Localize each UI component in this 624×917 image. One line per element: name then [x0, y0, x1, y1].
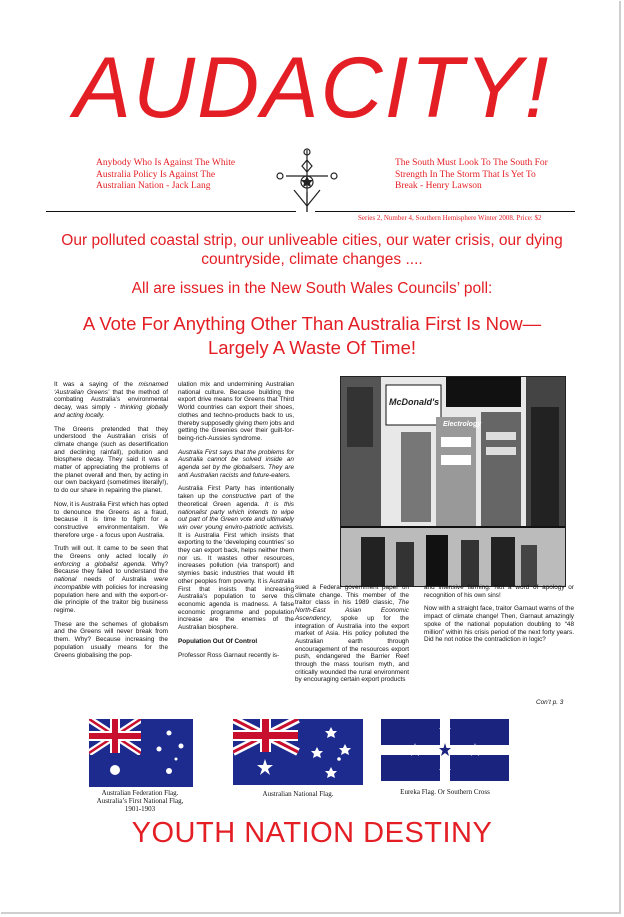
article-column-3	[295, 584, 409, 690]
emblem-icon	[272, 146, 342, 216]
article-paragraph: Australia First says that the problems for Australia cannot be solved inside an agenda set by the globalisers. They are anti Australian racists and future-eaters.	[178, 448, 294, 479]
quote-henry-lawson: The South Must Look To The South For Strength In The Storm That Is Yet To Break - Henry Lawson	[395, 158, 548, 191]
article-paragraph: Now with a straight face, traitor Garnaut warns of the impact of climate change! Then, Garnaut amazingly spoke of the national population doubling to “48 million” within his crisis period of the next forty years. Did he not notice the contradiction in logic?	[424, 605, 574, 644]
article-paragraph: Australia First Party has intentionally taken up the constructive part of the theoretical Green agenda. It is this nationalist party which intends to wipe out part of the Green vote and ultimately win over young enviro-patriotic activists. It is Australia First which insists that exporting to the ‘developing countries’ so they can export back, helps neither them nor us. It wastes other resources, increases pollution (via transport) and stymies basic industries that would lift other peoples from poverty. It is Australia First that insists that increasing Australia’s population to serve this economic agenda is madness. A false economic programme and population increase are the enemies of the Australian biosphere.	[178, 485, 294, 632]
footer-slogan: YOUTH NATION DESTINY	[131, 817, 493, 849]
photo-illustration	[341, 377, 565, 586]
lead-line-2: All are issues in the New South Wales Councils’ poll:	[131, 280, 493, 297]
masthead-title: AUDACITY!	[73, 40, 551, 136]
photo-sign-mcdonalds: McDonald's	[389, 397, 440, 407]
article-column-4	[424, 584, 574, 650]
eureka-flag-icon	[381, 719, 509, 781]
article-paragraph: The Greens pretended that they understood the Australian crisis of climate change (such as desertification and declining rainfall), pollution and biosphere decay. They said it was a matter of appreciating the problems of the planet overall and then, by acting in our own backyard (sometimes literally!), to do our share in repairing the planet.	[54, 425, 168, 495]
header-rule-left	[46, 211, 296, 212]
lead-headline: A Vote For Anything Other Than Australia First Is Now—Largely A Waste Of Time!	[82, 313, 542, 358]
article-paragraph: sued a Federal government paper on climate change. This member of the traitor class in his 1989 classic, The North-East Asian Economic Ascendency, spoke up for the integration of Australia into the export market of Asia. His policy polluted the Australian earth through encouragement of the resources export push, endangered the Barrier Reef through the mass tourism myth, and critically wounded the rural environment by encouraging certain export products	[295, 584, 409, 684]
quote-jack-lang: Anybody Who Is Against The White Australia Policy Is Against The Australian Nation - Jack Lang	[96, 158, 236, 191]
eureka-flag-caption: Eureka Flag. Or Southern Cross	[400, 788, 490, 796]
australian-federation-flag-icon	[89, 719, 193, 787]
national-flag-caption: Australian National Flag.	[262, 790, 334, 798]
header-rule-right	[315, 211, 575, 212]
continued-note: Con’t p. 3	[536, 699, 564, 706]
lead-line-1: Our polluted coastal strip, our unliveable cities, our water crisis, our dying countryside, climate changes ....	[61, 232, 563, 268]
article-paragraph: Professor Ross Garnaut recently is-	[178, 651, 280, 659]
photo-sign-electrology: Electrology	[443, 421, 482, 428]
article-paragraph: and intensive farming. Not a word of apology or recognition of his own sins!	[424, 584, 574, 599]
article-column-2	[178, 381, 294, 665]
article-paragraph: Now, it is Australia First which has opted to denounce the Greens as a fraud, because it is time to fight for a constructive environmentalism. We therefore urge - a focus upon Australia.	[54, 500, 169, 539]
federation-flag-caption: Australian Federation Flag. Australia’s First National Flag, 1901-1903	[96, 789, 184, 813]
article-paragraph: It was a saying of the misnamed ‘Australian Greens’ that the method of combating Australia’s environmental decay, was simply - thinking globally and acting locally.	[54, 381, 168, 419]
article-paragraph: Truth will out. It came to be seen that the Greens only acted locally in enforcing a globalist agenda. Why? Because they failed to understand the national needs of Australia were incompatible with policies for increasing population here and with the export-or-die principle of the traitor big business regime.	[54, 545, 168, 614]
issue-info: Series 2, Number 4, Southern Hemisphere Winter 2008. Price: $2	[358, 214, 542, 222]
section-heading: Population Out Of Control	[178, 637, 258, 645]
article-column-1	[54, 381, 168, 665]
article-paragraph: ulation mix and undermining Australian national culture. Because building the export drive means for Greens that Third World countries can export their shoes, clothes and techno-products back to us, thereby supposedly giving them jobs and getting the Greenies over their guilt-for-being-rich-Aussies syndrome.	[178, 381, 295, 442]
city-street-photo	[340, 376, 566, 587]
australian-national-flag-icon	[233, 719, 363, 785]
article-paragraph: These are the schemes of globalism and the Greens will never break from them. Why? Because increasing the population usually means for the Greens globalising the pop-	[54, 620, 168, 659]
